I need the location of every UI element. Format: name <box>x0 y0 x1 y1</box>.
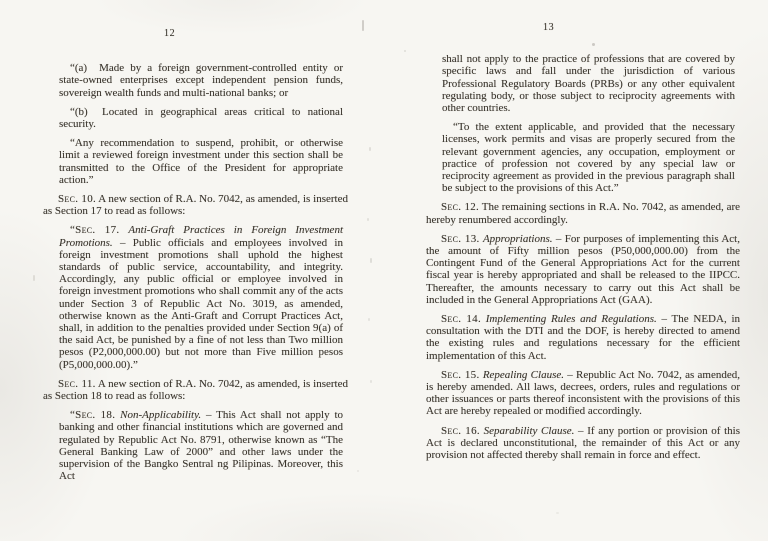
paragraph <box>426 369 740 418</box>
paragraph <box>59 224 343 370</box>
text-segment: Sec. 12. <box>441 201 480 214</box>
text-segment: shall not apply to the practice of professions that are covered by specific laws and fall under the jurisdiction of various Professional Regulatory Boards (PRBs) or any other equivalent regulating body, or those subject to reciprocity agreements with other countries. <box>442 53 735 115</box>
text-segment: Sec. 16. <box>441 424 480 437</box>
scan-artifact <box>368 318 370 321</box>
text-segment: A new section of R.A. No. 7042, as amended, is inserted as Section 17 to read as follows: <box>43 193 348 218</box>
scan-artifact <box>370 258 372 263</box>
paragraph <box>43 193 348 217</box>
text-segment: – If any portion or provision of this Act is declared unconstitutional, the remainder of this Act or any provision not affected thereby shall remain in force and effect. <box>426 424 741 462</box>
page-number-left: 12 <box>164 28 176 39</box>
text-segment: Sec. 11. <box>58 377 96 390</box>
page-13 <box>426 22 740 468</box>
scan-artifact <box>404 50 406 52</box>
text-segment: “(b) Located in geographical areas critical to national security. <box>59 105 343 131</box>
text-segment: Anti-Graft Practices in Foreign Investment Promotions. <box>59 224 343 249</box>
paragraph <box>426 233 740 306</box>
text-segment: Appropriations. <box>482 232 553 245</box>
text-segment: The remaining sections in R.A. No. 7042, as amended, are hereby renumbered accordingly. <box>426 201 740 226</box>
text-segment: – Republic Act No. 7042, as amended, is hereby amended. All laws, decrees, orders, rules and regulations or other issuances or parts thereof inconsistent with the provisions of this Act are hereby repealed or modified accordingly. <box>426 368 740 418</box>
text-segment: Separability Clause. <box>483 424 575 437</box>
text-segment: – Public officials and employees involved in foreign investment promotions shall uphold the highest standards of public service, accountability, and integrity. Accordingly, any public official or employee involved in foreign investment promotions who shall commit any of the acts under Section 3 of Republic Act No. 3019, as amended, otherwise known as the Anti-Graft and Corrupt Practices Act, shall, in addition to the penalties provided under Section 9(a) of the said Act, be punished by a fine of not less than Two million pesos (P2,000,000.00) but not more than Five million pesos (P5,000,000.00).” <box>59 236 343 371</box>
text-segment: Non-Applicability. <box>120 409 202 422</box>
text-segment: Sec. 13. <box>441 232 480 245</box>
text-segment: Implementing Rules and Regulations. <box>485 313 657 326</box>
paragraph <box>426 313 740 362</box>
paragraph <box>426 201 740 225</box>
paragraph <box>442 121 735 194</box>
text-segment: – For purposes of implementing this Act, the amount of Fifty million pesos (P50,000,000.00) from the Contingent Fund of the General Appropriations Act for the current fiscal year is hereby appropriated and shall be released to the IIPCC. Thereafter, the amounts necessary to carry out this Act shall be included in the General Appropriations Act (GAA). <box>426 232 740 306</box>
scan-artifact <box>369 147 371 151</box>
page-number-right: 13 <box>543 22 555 33</box>
scan-artifact <box>370 380 372 383</box>
scan-artifact <box>556 512 559 514</box>
page-12 <box>43 28 348 490</box>
text-segment: – This Act shall not apply to banking and other financial institutions which are governed and regulated by Republic Act No. 8791, otherwise known as “The General Banking Law of 2000” and other laws under the supervision of the Bangko Sentral ng Pilipinas. Moreover, this Act <box>59 409 343 483</box>
paragraph <box>59 106 343 130</box>
text-segment: Repealing Clause. <box>482 368 564 381</box>
text-segment: A new section of R.A. No. 7042, as amended, is inserted as Section 18 to read as follows: <box>43 377 348 403</box>
text-segment: Sec. 14. <box>441 313 481 326</box>
text-segment: Sec. 10. <box>58 193 97 206</box>
scan-artifact <box>33 275 35 281</box>
text-segment: – The NEDA, in consultation with the DTI and the DOF, is hereby directed to amend the existing rules and regulations necessary for the efficient implementation of this Act. <box>426 313 740 362</box>
paragraph <box>426 425 740 462</box>
scan-artifact <box>357 470 359 472</box>
page-12-text <box>43 62 348 482</box>
text-segment: “Sec. 18. <box>70 409 116 422</box>
scan-artifact <box>367 218 369 221</box>
scan-artifact <box>362 20 364 31</box>
paragraph <box>442 53 735 114</box>
page-13-text <box>426 53 740 461</box>
text-segment: “Sec. 17. <box>70 224 120 237</box>
text-segment: Sec. 15. <box>441 368 480 381</box>
paragraph <box>59 62 343 99</box>
text-segment: “To the extent applicable, and provided that the necessary licenses, work permits and visas are properly secured from the relevant government agencies, any occupation, employment or practice of profession not covered by any special law or reciprocity agreement as provided in the previous paragraph shall be subject to the provisions of this Act.” <box>442 121 735 195</box>
text-segment: “Any recommendation to suspend, prohibit, or otherwise limit a reviewed foreign investment under this section shall be transmitted to the Office of the President for appropriate action.” <box>59 137 343 186</box>
text-segment: “(a) Made by a foreign government-controlled entity or state-owned enterprises except independent pension funds, sovereign wealth funds and multi-national banks; or <box>59 62 343 99</box>
paragraph <box>59 137 343 186</box>
paragraph <box>43 378 348 402</box>
paragraph <box>59 409 343 482</box>
